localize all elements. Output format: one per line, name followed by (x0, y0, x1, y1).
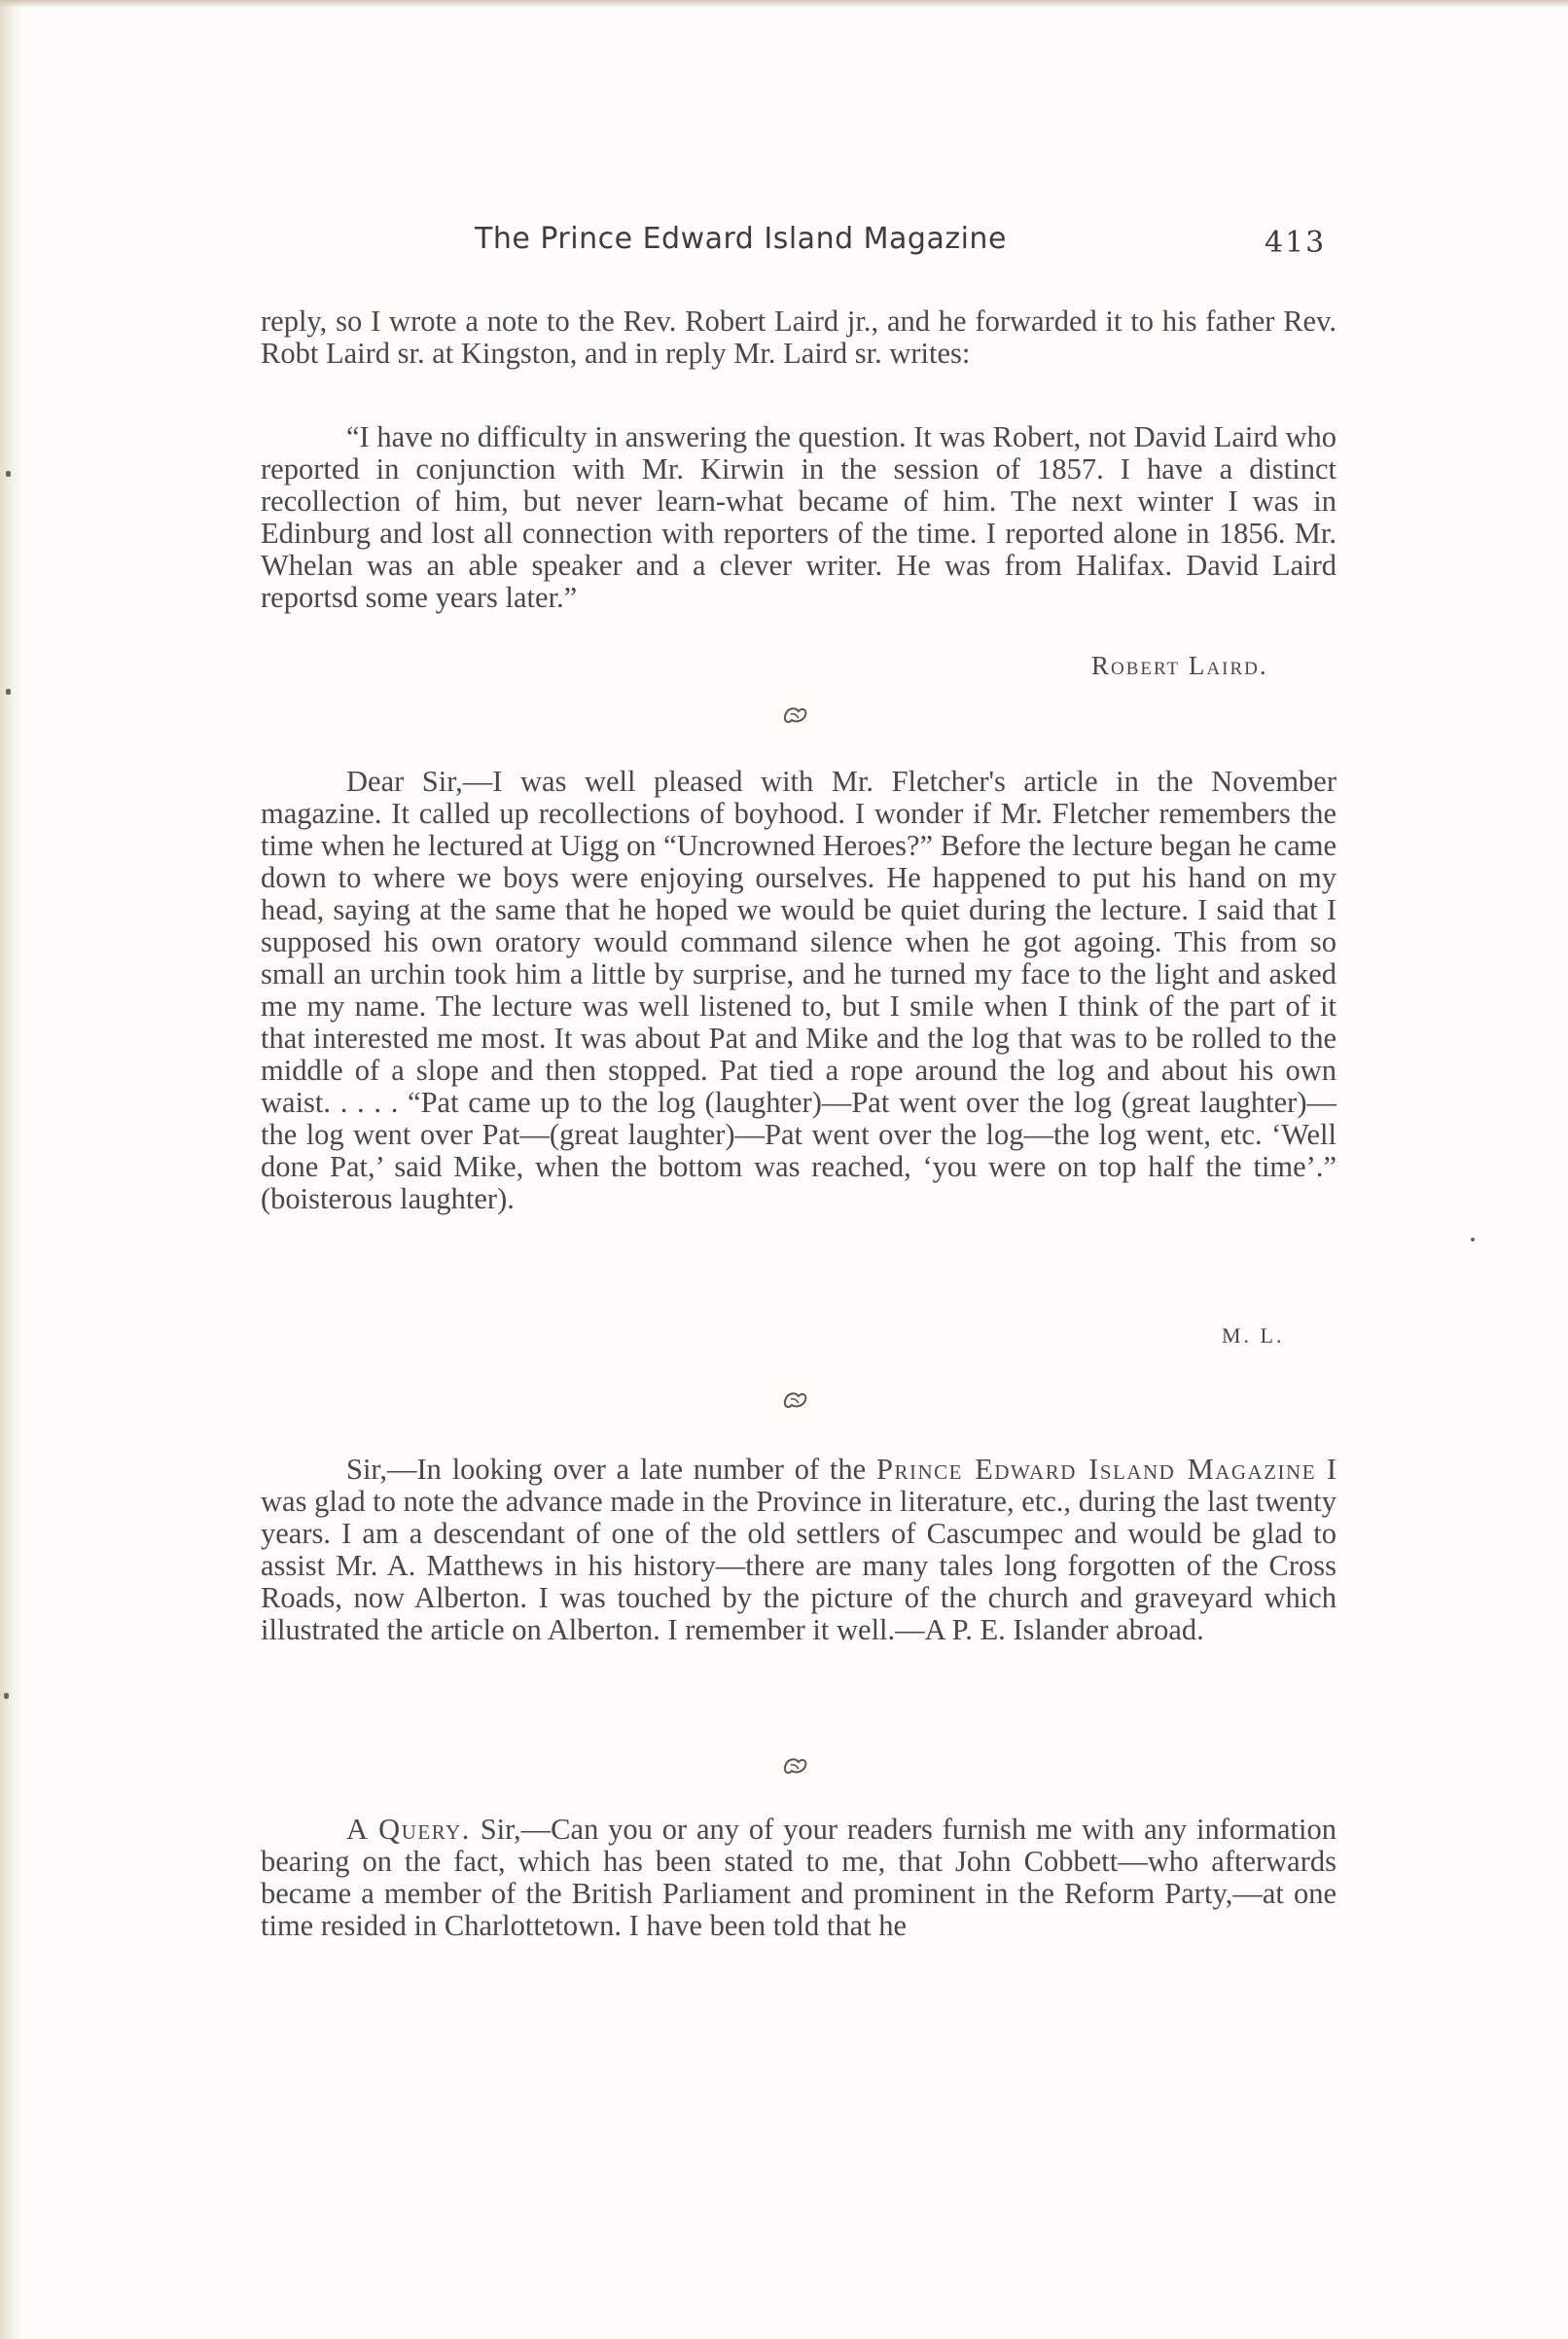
margin-speck (4, 1693, 9, 1699)
query-body: Sir,—Can you or any of your readers furnish me with any information bearing on the fact, which has been stated to me, that John Cobbett—who afterwards became a member of the British Parliament and prominent in the Reform Party,—at one time resided in Charlottetown. I have been told that he (261, 1813, 1336, 1942)
leaf-flourish-icon (781, 1387, 810, 1413)
magazine-name: Prince Edward Island Magazine (876, 1453, 1317, 1486)
signature-robert-laird: Robert Laird. (1091, 651, 1268, 680)
margin-speck (1471, 1238, 1475, 1241)
leaf-flourish-icon (781, 1753, 810, 1779)
leaf-flourish-icon (781, 702, 810, 728)
letter-remainder: I was glad to note the advance made in the Province in literature, etc., during the last twenty years. I am a descendant of one of the old settlers of Cascumpec and would be glad to assist Mr. A. Matthews in his history—there are many tales long forgotten of the Cross Roads, now Alberton. I was touched by the picture of the church and graveyard which illustrated the article on Alberton. I remember it well.—A P. E. Islander abroad. (261, 1453, 1337, 1646)
query-label: A Query. (346, 1813, 471, 1846)
letter-intro-paragraph: reply, so I wrote a note to the Rev. Robert Laird jr., and he forwarded it to his father Rev. Robt Laird sr. at Kingston, and in reply Mr. Laird sr. writes: (261, 305, 1336, 370)
page-number: 413 (1265, 226, 1327, 260)
page-top-edge (0, 0, 1568, 8)
letter-opening: Sir,—In looking over a late number of the (346, 1453, 867, 1486)
laird-quote-paragraph: “I have no difficulty in answering the question. It was Robert, not David Laird who reported in conjunction with Mr. Kirwin in the session of 1857. I have a distinct recollection of him, but never learn-what became of him. The next winter I was in Edinburg and lost all connection with reporters of the time. I reported alone in 1856. Mr. Whelan was an able speaker and a clever writer. He was from Halifax. David Laird reportsd some years later.” (261, 420, 1336, 614)
fletcher-letter-paragraph: Dear Sir,—I was well pleased with Mr. Fletcher's article in the November magazine. It called up recollections of boyhood. I wonder if Mr. Fletcher remembers the time when he lectured at Uigg on “Uncrowned Heroes?” Before the lecture began he came down to where we boys were enjoying ourselves. He happened to put his hand on my head, saying at the same that he hoped we would be quiet during the lecture. I said that I supposed his own oratory would command silence when he got agoing. This from so small an urchin took him a little by surprise, and he turned my face to the light and asked me my name. The lecture was well listened to, but I smile when I think of the part of it that interested me most. It was about Pat and Mike and the log that was to be rolled to the middle of a slope and then stopped. Pat tied a rope around the log and about his own waist. . . . . “Pat came up to the log (laughter)—Pat went over the log (great laughter)—the log went over Pat—(great laughter)—Pat went over the log—the log went, etc. ‘Well done Pat,’ said Mike, when the bottom was reached, ‘you were on top half the time’.” (boisterous laughter). (261, 765, 1336, 1215)
running-title: The Prince Edward Island Magazine (475, 222, 1007, 256)
query-paragraph (261, 1814, 1336, 1942)
signature-initials: M. L. (1222, 1323, 1285, 1348)
page-binding-edge (0, 0, 21, 2339)
margin-speck (6, 471, 11, 477)
margin-speck (6, 689, 11, 695)
islander-letter-paragraph (261, 1454, 1336, 1646)
